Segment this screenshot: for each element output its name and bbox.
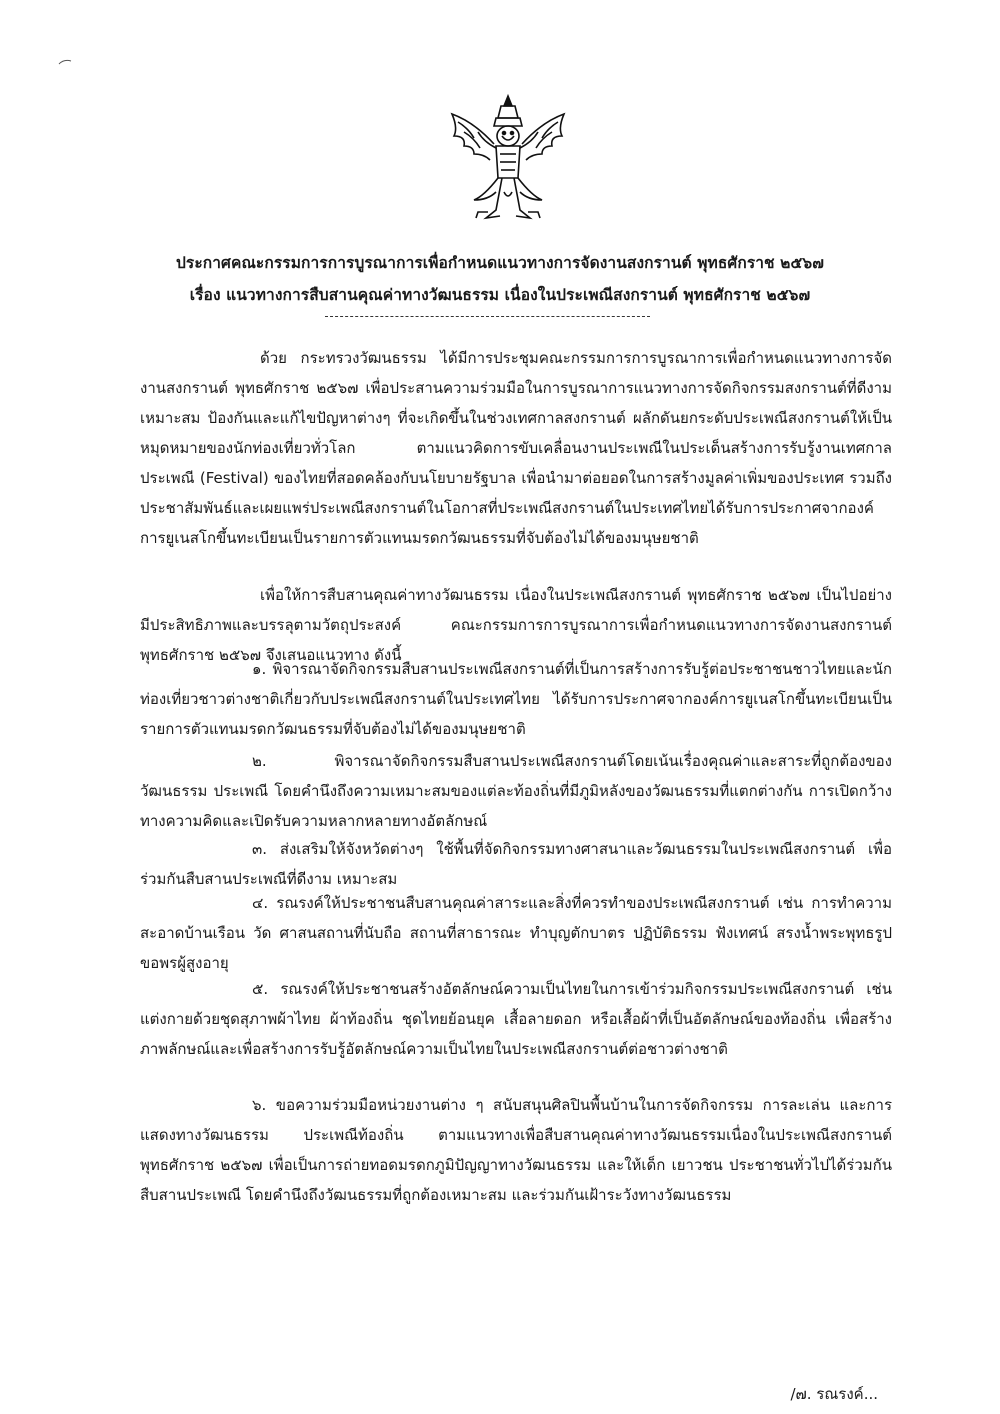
guideline-item: ๑. พิจารณาจัดกิจกรรมสืบสานประเพณีสงกรานต์ที่เป็นการสร้างการรับรู้ต่อประชาชนชาวไทยและนักท่องเที่ยวชาวต่างชาติเกี่ยวกับประเพณีสงกรานต์ในประเทศไทย ได้รับการประกาศจากองค์การยูเนสโกขึ้นทะเบียนเป็นรายการตัวแทนมรดกวัฒนธรรมที่จับต้องไม่ได้ของมนุษยชาติ [140, 660, 892, 738]
announcement-title: ประกาศคณะกรรมการการบูรณาการเพื่อกำหนดแนวทางการจัดงานสงกรานต์ พุทธศักราช ๒๕๖๗ [175, 254, 825, 272]
guideline-item: ๕. รณรงค์ให้ประชาชนสร้างอัตลักษณ์ความเป็นไทยในการเข้าร่วมกิจกรรมประเพณีสงกรานต์ เช่น แต่งกายด้วยชุดสุภาพผ้าไทย ผ้าท้องถิ่น ชุดไทยย้อนยุค เสื้อลายดอก หรือเสื้อผ้าที่เป็นอัตลักษณ์ของท้องถิ่น เพื่อสร้างภาพลักษณ์และเพื่อสร้างการรับรู้อัตลักษณ์ความเป็นไทยในประเพณีสงกรานต์ต่อชาวต่างชาติ [140, 980, 892, 1058]
purpose-paragraph: เพื่อให้การสืบสานคุณค่าทางวัฒนธรรม เนื่องในประเพณีสงกรานต์ พุทธศักราช ๒๕๖๗ เป็นไปอย่างมีประสิทธิภาพและบรรลุตามวัตถุประสงค์ คณะกรรมการการบูรณาการเพื่อกำหนดแนวทางการจัดงานสงกรานต์ พุทธศักราช ๒๕๖๗ จึงเสนอแนวทาง ดังนี้ [140, 586, 892, 664]
guideline-item: ๔. รณรงค์ให้ประชาชนสืบสานคุณค่าสาระและสิ่งที่ควรทำของประเพณีสงกรานต์ เช่น การทำความสะอาดบ้านเรือน วัด ศาสนสถานที่นับถือ สถานที่สาธารณะ ทำบุญตักบาตร ปฏิบัติธรรม ฟังเทศน์ สรงน้ำพระพุทธรูป ขอพรผู้สูงอายุ [140, 894, 892, 972]
guideline-item: ๒. พิจารณาจัดกิจกรรมสืบสานประเพณีสงกรานต์โดยเน้นเรื่องคุณค่าและสาระที่ถูกต้องของวัฒนธรรม ประเพณี โดยคำนึงถึงความเหมาะสมของแต่ละท้องถิ่นที่มีภูมิหลังของวัฒนธรรมที่แตกต่างกัน การเปิดกว้างทางความคิดและเปิดรับความหลากหลายทางอัตลักษณ์ [140, 752, 892, 830]
guideline-item: ๓. ส่งเสริมให้จังหวัดต่างๆ ใช้พื้นที่จัดกิจกรรมทางศาสนาและวัฒนธรรมในประเพณีสงกรานต์ เพื่อร่วมกันสืบสานประเพณีที่ดีงาม เหมาะสม [140, 840, 892, 888]
pen-mark-icon [58, 58, 72, 66]
announcement-subject: เรื่อง แนวทางการสืบสานคุณค่าทางวัฒนธรรม เนื่องในประเพณีสงกรานต์ พุทธศักราช ๒๕๖๗ [189, 286, 811, 304]
intro-paragraph: ด้วย กระทรวงวัฒนธรรม ได้มีการประชุมคณะกรรมการการบูรณาการเพื่อกำหนดแนวทางการจัดงานสงกรานต์ พุทธศักราช ๒๕๖๗ เพื่อประสานความร่วมมือในการบูรณาการแนวทางการจัดกิจกรรมสงกรานต์ที่ดีงามเหมาะสม ป้องกันและแก้ไขปัญหาต่างๆ ที่จะเกิดขึ้นในช่วงเทศกาลสงกรานต์ ผลักดันยกระดับประเพณีสงกรานต์ให้เป็นหมุดหมายของนักท่องเที่ยวทั่วโลก ตามแนวคิดการขับเคลื่อนงานประเพณีในประเด็นสร้างการรับรู้งานเทศกาล ประเพณี (Festival) ของไทยที่สอดคล้องกับนโยบายรัฐบาล เพื่อนำมาต่อยอดในการสร้างมูลค่าเพิ่มของประเทศ รวมถึงประชาสัมพันธ์และเผยแพร่ประเพณีสงกรานต์ในโอกาสที่ประเพณีสงกรานต์ในประเทศไทยได้รับการประกาศจากองค์การยูเนสโกขึ้นทะเบียนเป็นรายการตัวแทนมรดกวัฒนธรรมที่จับต้องไม่ได้ของมนุษยชาติ [140, 349, 892, 547]
garuda-emblem-icon [444, 92, 572, 232]
page-continuation: /๗. รณรงค์... [790, 1385, 878, 1403]
title-divider [325, 316, 650, 317]
guideline-item: ๖. ขอความร่วมมือหน่วยงานต่าง ๆ สนับสนุนศิลปินพื้นบ้านในการจัดกิจกรรม การละเล่น และการแสดงทางวัฒนธรรม ประเพณีท้องถิ่น ตามแนวทางเพื่อสืบสานคุณค่าทางวัฒนธรรมเนื่องในประเพณีสงกรานต์ พุทธศักราช ๒๕๖๗ เพื่อเป็นการถ่ายทอดมรดกภูมิปัญญาทางวัฒนธรรม และให้เด็ก เยาวชน ประชาชนทั่วไปได้ร่วมกันสืบสานประเพณี โดยคำนึงถึงวัฒนธรรมที่ถูกต้องเหมาะสม และร่วมกันเฝ้าระวังทางวัฒนธรรม [140, 1096, 892, 1204]
